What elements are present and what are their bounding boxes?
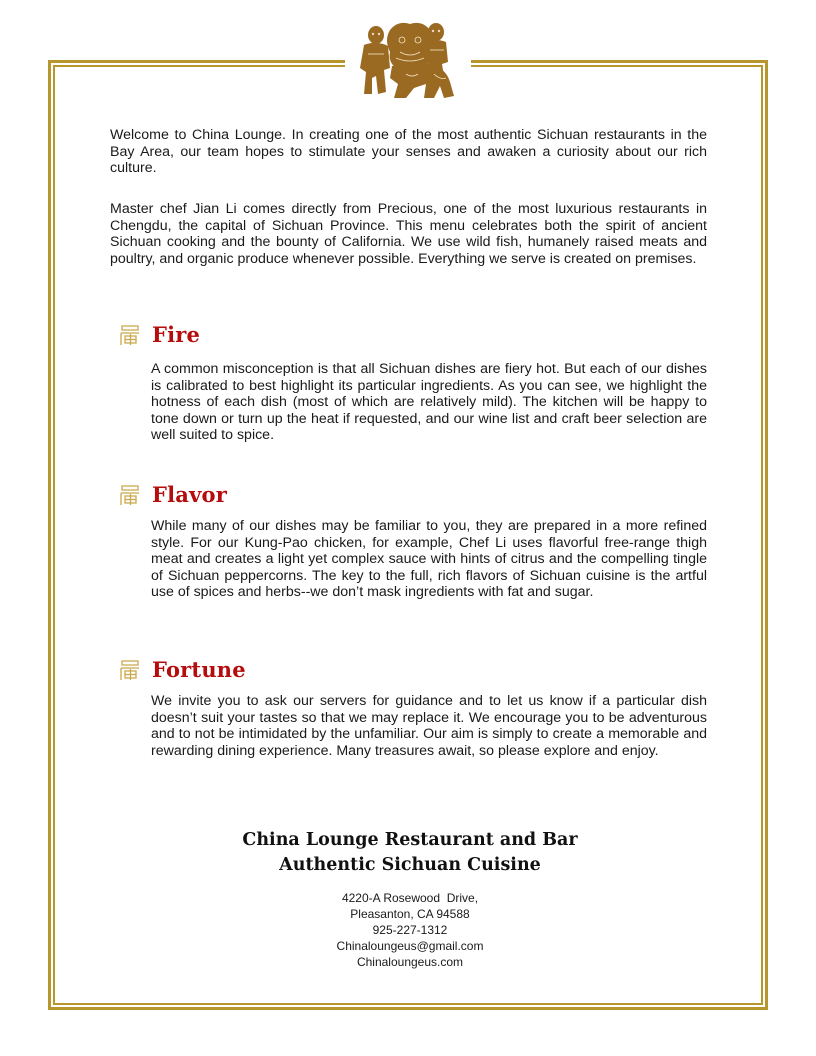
section-title: Flavor (152, 482, 227, 507)
restaurant-tagline: Authentic Sichuan Cuisine (279, 855, 541, 875)
restaurant-name: China Lounge Restaurant and Bar (242, 830, 578, 850)
contact-info (160, 890, 660, 970)
section-heading-fire (120, 322, 200, 347)
restaurant-footer (160, 828, 660, 970)
section-title: Fire (152, 322, 201, 347)
section-title: Fortune (152, 657, 246, 682)
section-body: A common misconception is that all Sichuan dishes are fiery hot. But each of our dishes is calibrated to best highlight its particular ingredients. As you can see, we highlight the hotness of each dish (most of which are relatively mild). The kitchen will be happy to tone down or turn up the heat if requested, and our wine list and craft beer selection are well suited to spice. (151, 361, 707, 443)
chinese-character-icon (120, 659, 140, 681)
section-body: While many of our dishes may be familiar to you, they are prepared in a more refined style. For our Kung-Pao chicken, for example, Chef Li uses flavorful free-range thigh meat and creates a light yet complex sauce with hints of citrus and the compelling tingle of Sichuan peppercorns. The key to the full, rich flavors of Sichuan cuisine is the artful use of spices and herbs--we don’t mask ingredients with fat and sugar. (151, 518, 707, 600)
intro-paragraph: Master chef Jian Li comes directly from Precious, one of the most luxurious restaurants in Chengdu, the capital of Sichuan Province. This menu celebrates both the spirit of ancient Sichuan cooking and the bounty of California. We use wild fish, humanely raised meats and poultry, and organic produce whenever possible. Everything we serve is created on premises. (110, 201, 707, 267)
phone-number: 925-227-1312 (372, 923, 448, 937)
address-line: Pleasanton, CA 94588 (350, 907, 470, 921)
intro-paragraph: Welcome to China Lounge. In creating one of the most authentic Sichuan restaurants in the Bay Area, our team hopes to stimulate your senses and awaken a curiosity about our rich culture. (110, 127, 707, 176)
address-line: 4220-A Rosewood Drive, (341, 891, 479, 905)
website: Chinaloungeus.com (356, 955, 464, 969)
section-body: We invite you to ask our servers for guidance and to let us know if a particular dish doesn’t suit your tastes so that we may replace it. We encourage you to be adventurous and to not be intimidated by the unfamiliar. Our aim is simply to create a memorable and rewarding dining experience. Many treasures await, so please explore and enjoy. (151, 693, 707, 759)
guardian-lion-with-figures-logo (350, 18, 466, 102)
email-address: Chinaloungeus@gmail.com (336, 939, 484, 953)
section-heading-fortune (120, 657, 246, 682)
section-heading-flavor (120, 482, 227, 507)
chinese-character-icon (120, 324, 140, 346)
chinese-character-icon (120, 484, 140, 506)
